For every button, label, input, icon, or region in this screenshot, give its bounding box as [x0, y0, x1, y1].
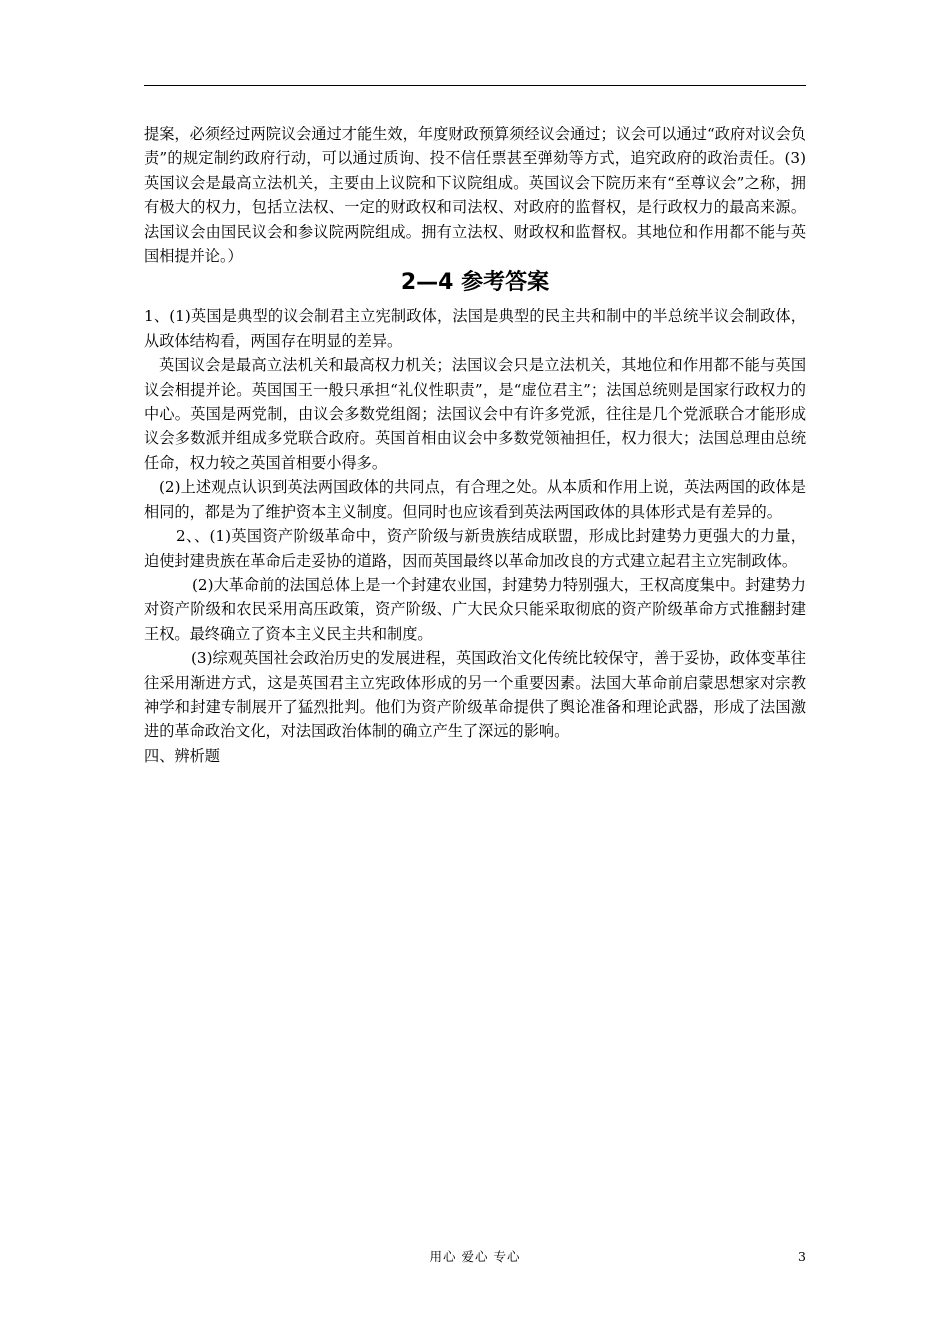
answer-2-part-2: (2)大革命前的法国总体上是一个封建农业国，封建势力特别强大，王权高度集中。封建势力对资产阶级和农民采用高压政策，资产阶级、广大民众只能采取彻底的资产阶级革命方式推翻封建王权。最终确立了资本主义民主共和制度。: [144, 575, 806, 643]
section-heading-analysis: 四、辨析题: [144, 746, 220, 765]
answer-1-part-2: (2)上述观点认识到英法两国政体的共同点，有合理之处。从本质和作用上说，英法两国的政体是相同的，都是为了维护资本主义制度。但同时也应该看到英法两国政体的具体形式是有差异的。: [144, 478, 806, 521]
header-rule: [144, 85, 806, 86]
answer-1-part-1: 1、(1)英国是典型的议会制君主立宪制政体，法国是典型的民主共和制中的半总统半议会制政体，从政体结构看，两国存在明显的差异。: [144, 307, 806, 350]
answer-1-comparison: 英国议会是最高立法机关和最高权力机关；法国议会只是立法机关，其地位和作用都不能与英国议会相提并论。英国国王一般只承担“礼仪性职责”，是“虚位君主”；法国总统则是国家行政权力的中心。英国是两党制，由议会多数党组阁；法国议会中有许多党派，往往是几个党派联合才能形成议会多数派并组成多党联合政府。英国首相由议会中多数党领袖担任，权力很大；法国总理由总统任命，权力较之英国首相要小得多。: [144, 356, 806, 472]
continuation-paragraph: 提案，必须经过两院议会通过才能生效，年度财政预算须经议会通过；议会可以通过“政府对议会负责”的规定制约政府行动，可以通过质询、投不信任票甚至弹劾等方式，追究政府的政治责任。(3)英国议会是最高立法机关，主要由上议院和下议院组成。英国议会下院历来有“至尊议会”之称，拥有极大的权力，包括立法权、一定的财政权和司法权、对政府的监督权，是行政权力的最高来源。法国议会由国民议会和参议院两院组成。拥有立法权、财政权和监督权。其地位和作用都不能与英国相提并论。）: [144, 125, 806, 266]
answer-2-part-3: (3)综观英国社会政治历史的发展进程，英国政治文化传统比较保守，善于妥协，政体变革往往采用渐进方式，这是英国君主立宪政体形成的另一个重要因素。法国大革命前启蒙思想家对宗教神学和封建专制展开了猛烈批判。他们为资产阶级革命提供了舆论准备和理论武器，形成了法国激进的革命政治文化，对法国政治体制的确立产生了深远的影响。: [144, 649, 806, 741]
page-number: 3: [798, 1249, 806, 1264]
section-title: 2—4 参考答案: [400, 270, 550, 296]
document-body: [144, 122, 806, 768]
answer-2-part-1: 2、、(1)英国资产阶级革命中，资产阶级与新贵族结成联盟，形成比封建势力更强大的力量，迫使封建贵族在革命后走妥协的道路，因而英国最终以革命加改良的方式建立起君主立宪制政体。: [144, 527, 806, 570]
footer-slogan: 用心 爱心 专心: [429, 1249, 521, 1264]
